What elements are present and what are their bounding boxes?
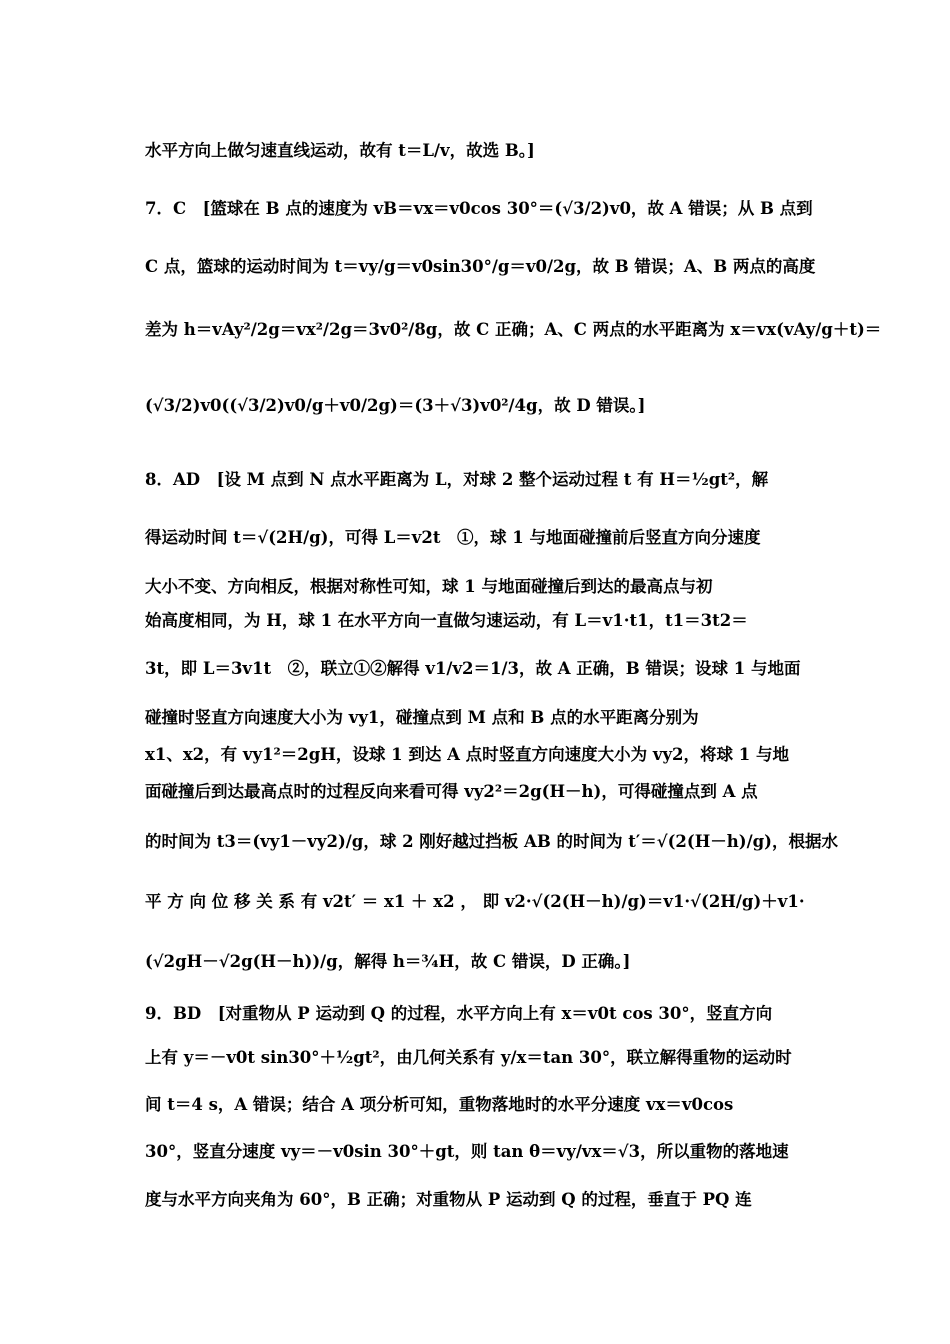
text-line: C 点，篮球的运动时间为 t＝vy/g＝v0sin30°/g＝v0/2g，故 B 错误；A、B 两点的高度 bbox=[145, 257, 816, 276]
text-line: 平 方 向 位 移 关 系 有 v2t′ ＝ x1 ＋ x2 ， 即 v2·√(2(H－h)/g)＝v1·√(2H/g)＋v1· bbox=[145, 892, 805, 911]
text-line: (√2gH－√2g(H－h))/g，解得 h＝¾H，故 C 错误，D 正确。] bbox=[145, 952, 631, 971]
text-line: 面碰撞后到达最高点时的过程反向来看可得 vy2²＝2g(H－h)，可得碰撞点到 A 点 bbox=[145, 782, 758, 801]
text-line: 上有 y＝－v0t sin30°＋½gt²，由几何关系有 y/x＝tan 30°，联立解得重物的运动时 bbox=[145, 1048, 792, 1067]
text-line: 得运动时间 t＝√(2H/g)，可得 L＝v2t ①，球 1 与地面碰撞前后竖直方向分速度 bbox=[145, 528, 761, 547]
text-line: 7．C [篮球在 B 点的速度为 vB＝vx＝v0cos 30°＝(√3/2)v0，故 A 错误；从 B 点到 bbox=[145, 199, 813, 218]
text-line: 碰撞时竖直方向速度大小为 vy1，碰撞点到 M 点和 B 点的水平距离分别为 bbox=[145, 708, 699, 727]
text-line: x1、x2，有 vy1²＝2gH，设球 1 到达 A 点时竖直方向速度大小为 vy2，将球 1 与地 bbox=[145, 745, 789, 764]
text-line: 差为 h＝vAy²/2g＝vx²/2g＝3v0²/8g，故 C 正确；A、C 两点的水平距离为 x＝vx(vAy/g＋t)＝ bbox=[145, 320, 882, 339]
text-line: 大小不变、方向相反，根据对称性可知，球 1 与地面碰撞后到达的最高点与初 bbox=[145, 577, 713, 596]
text-line: 8．AD [设 M 点到 N 点水平距离为 L，对球 2 整个运动过程 t 有 H＝½gt²，解 bbox=[145, 470, 769, 489]
text-line: 30°，竖直分速度 vy＝－v0sin 30°＋gt，则 tan θ＝vy/vx＝√3，所以重物的落地速 bbox=[145, 1142, 789, 1161]
text-line: 9．BD [对重物从 P 运动到 Q 的过程，水平方向上有 x＝v0t cos 30°，竖直方向 bbox=[145, 1004, 773, 1023]
text-line: 的时间为 t3＝(vy1－vy2)/g，球 2 刚好越过挡板 AB 的时间为 t′＝√(2(H－h)/g)，根据水 bbox=[145, 832, 838, 851]
text-line: 度与水平方向夹角为 60°，B 正确；对重物从 P 运动到 Q 的过程，垂直于 PQ 连 bbox=[145, 1190, 752, 1209]
text-line: 始高度相同，为 H，球 1 在水平方向一直做匀速运动，有 L＝v1·t1，t1＝3t2＝ bbox=[145, 611, 748, 630]
text-line: (√3/2)v0((√3/2)v0/g＋v0/2g)＝(3＋√3)v0²/4g，故 D 错误。] bbox=[145, 396, 646, 415]
text-line: 3t，即 L＝3v1t ②，联立①②解得 v1/v2＝1/3，故 A 正确，B 错误；设球 1 与地面 bbox=[145, 659, 801, 678]
text-line: 水平方向上做匀速直线运动，故有 t＝L/v，故选 B。] bbox=[145, 141, 535, 160]
text-line: 间 t＝4 s，A 错误；结合 A 项分析可知，重物落地时的水平分速度 vx＝v0cos bbox=[145, 1095, 734, 1114]
